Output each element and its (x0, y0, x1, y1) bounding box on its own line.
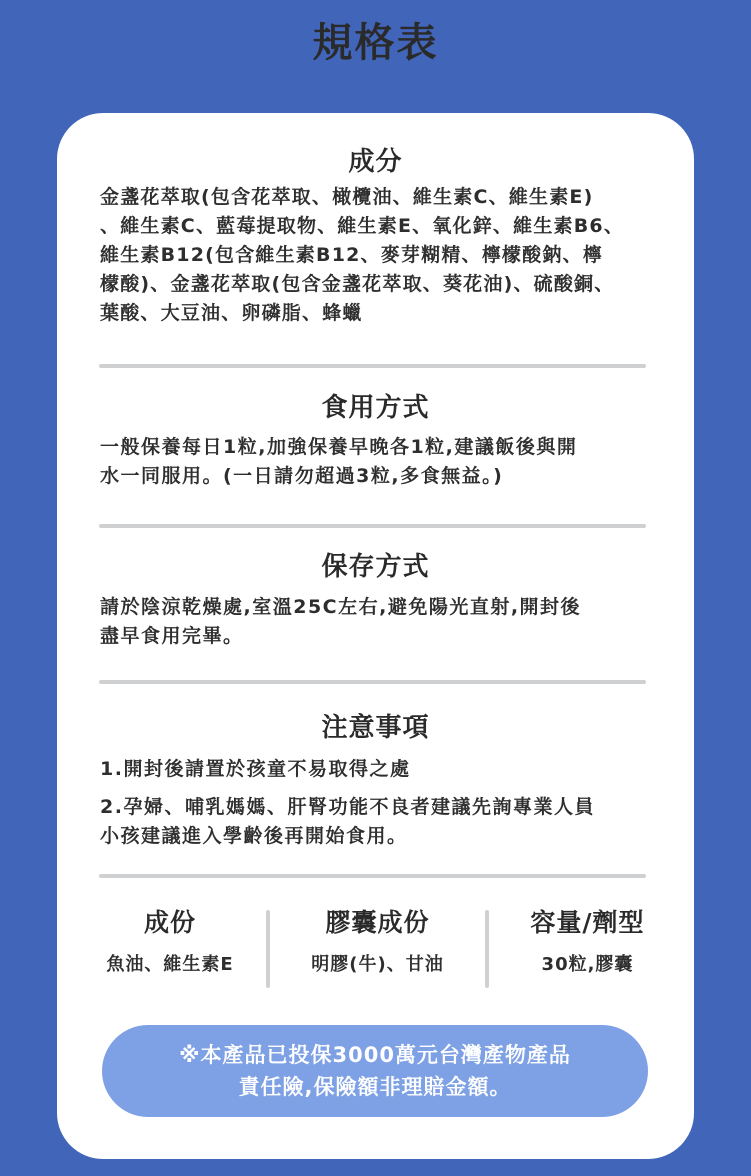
divider (99, 874, 646, 878)
spec-capsule (280, 905, 475, 989)
spec-volume (505, 905, 670, 989)
ingredients-line: 金盞花萃取(包含花萃取、橄欖油、維生素C、維生素E) (100, 186, 594, 208)
spec-value: 30粒,膠囊 (541, 954, 634, 975)
divider (99, 524, 646, 528)
spec-value: 明膠(牛)、甘油 (311, 954, 444, 975)
usage-heading: 食用方式 (321, 393, 430, 423)
ingredients-line: 檬酸)、金盞花萃取(包含金盞花萃取、葵花油)、硫酸銅、 (100, 273, 615, 295)
ingredients-text (100, 183, 660, 328)
ingredients-heading: 成分 (348, 147, 403, 177)
column-separator (266, 910, 270, 988)
page-title: 規格表 (312, 20, 439, 66)
column-separator (485, 910, 489, 988)
ingredients-line: 維生素B12(包含維生素B12、麥芽糊精、檸檬酸鈉、檸 (100, 244, 603, 266)
notes-heading: 注意事項 (321, 713, 430, 743)
insurance-notice (102, 1025, 648, 1117)
usage-line: 一般保養每日1粒,加強保養早晚各1粒,建議飯後與開 (100, 436, 578, 458)
notes-line: 1.開封後請置於孩童不易取得之處 (100, 758, 411, 780)
notes-text (100, 755, 660, 851)
divider (99, 680, 646, 684)
usage-line: 水一同服用。(一日請勿超過3粒,多食無益。) (100, 465, 504, 487)
spec-label: 膠囊成份 (325, 908, 430, 937)
spec-ingredient (90, 905, 250, 989)
notes-line: 2.孕婦、哺乳媽媽、肝腎功能不良者建議先詢專業人員 (100, 796, 595, 818)
storage-line: 請於陰涼乾燥處,室溫25C左右,避免陽光直射,開封後 (100, 596, 582, 618)
storage-text (100, 593, 660, 651)
divider (99, 364, 646, 368)
spec-value: 魚油、維生素E (106, 954, 234, 975)
ingredients-line: 、維生素C、藍莓提取物、維生素E、氧化鋅、維生素B6、 (100, 215, 625, 237)
storage-heading: 保存方式 (321, 552, 430, 582)
storage-line: 盡早食用完畢。 (100, 625, 244, 647)
notice-line: ※本產品已投保3000萬元台灣產物產品 (179, 1043, 571, 1067)
notes-line: 小孩建議進入學齡後再開始食用。 (100, 825, 408, 847)
notice-line: 責任險,保險額非理賠金額。 (238, 1075, 512, 1099)
spec-label: 成份 (143, 908, 196, 937)
ingredients-line: 葉酸、大豆油、卵磷脂、蜂蠟 (100, 302, 363, 324)
usage-text (100, 433, 660, 491)
spec-label: 容量/劑型 (530, 908, 645, 937)
